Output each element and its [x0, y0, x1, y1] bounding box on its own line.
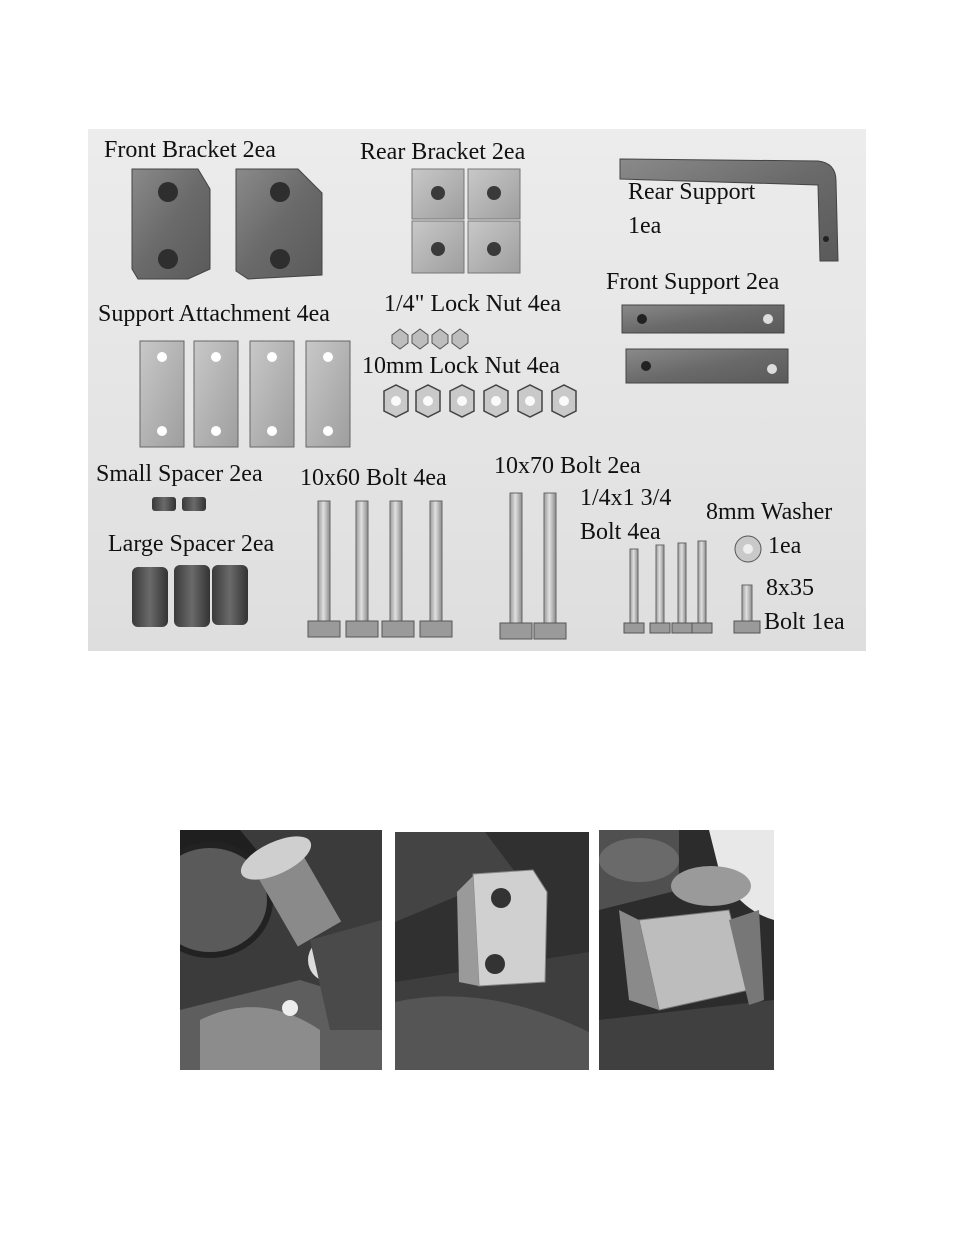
label-small-spacer: Small Spacer 2ea [96, 461, 263, 487]
install-photo-shock-mount-art [180, 830, 382, 1070]
install-photo-front-bracket-art [395, 832, 589, 1070]
large-spacer-part [132, 565, 248, 627]
parts-kit-photo [88, 129, 866, 651]
small-spacer-part [152, 497, 206, 511]
label-8mm-washer-qty: 1ea [768, 533, 802, 559]
label-rear-support-qty: 1ea [628, 213, 662, 239]
label-front-support: Front Support 2ea [606, 269, 780, 295]
label-quarter-lock-nut: 1/4" Lock Nut 4ea [384, 291, 562, 317]
parts-kit-illustration [88, 129, 866, 651]
label-10x70-bolt: 10x70 Bolt 2ea [494, 453, 641, 479]
10x60-bolt-part [308, 501, 452, 637]
label-8mm-washer: 8mm Washer [706, 499, 833, 525]
support-attachment-part [140, 341, 350, 447]
front-support-part [622, 305, 788, 383]
label-8x35-bolt: 8x35 [766, 575, 814, 601]
8mm-washer-part [735, 536, 761, 562]
install-photo-front-bracket [395, 832, 589, 1070]
quarter-bolt-part [624, 541, 712, 633]
label-rear-support: Rear Support [628, 179, 756, 205]
10mm-lock-nut-part [384, 385, 576, 417]
label-8x35-bolt-qty: Bolt 1ea [764, 609, 845, 635]
rear-support-part [620, 159, 838, 261]
label-10mm-lock-nut: 10mm Lock Nut 4ea [362, 353, 560, 379]
8x35-bolt-part [734, 585, 760, 633]
label-quarter-bolt-qty: Bolt 4ea [580, 519, 661, 545]
install-photo-spacer-insert-art [599, 830, 774, 1070]
label-support-attachment: Support Attachment 4ea [98, 301, 330, 327]
label-front-bracket: Front Bracket 2ea [104, 137, 276, 163]
install-photo-spacer-insert [599, 830, 774, 1070]
quarter-lock-nut-part [392, 329, 468, 349]
10x70-bolt-part [500, 493, 566, 639]
rear-bracket-part [412, 169, 520, 273]
label-rear-bracket: Rear Bracket 2ea [360, 139, 526, 165]
front-bracket-part [132, 169, 322, 279]
label-large-spacer: Large Spacer 2ea [108, 531, 275, 557]
label-quarter-bolt: 1/4x1 3/4 [580, 485, 672, 511]
label-10x60-bolt: 10x60 Bolt 4ea [300, 465, 447, 491]
install-photo-shock-mount [180, 830, 382, 1070]
